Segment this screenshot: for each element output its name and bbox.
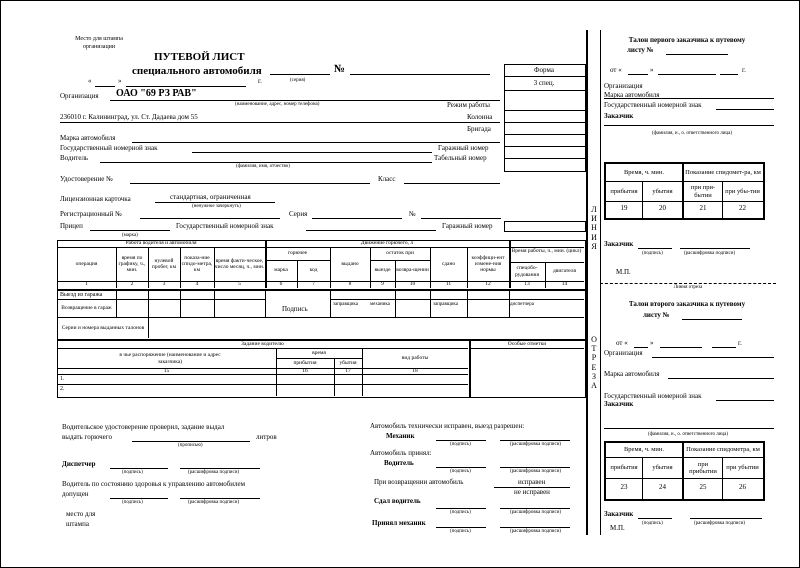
stamp-place (68, 36, 130, 50)
col-num: 3 (162, 281, 166, 288)
reg-no-label: Регистрационный № (60, 210, 122, 218)
coupon2-day-line (634, 347, 648, 348)
coupon2-org-line (652, 357, 774, 358)
col-num: 9 (381, 281, 384, 288)
coupon2-at-arr: при прибытии (689, 460, 717, 475)
coupon2-sign-line (638, 518, 672, 519)
row-col (395, 290, 396, 317)
coupon1-at-arr: при при-бытии (690, 184, 716, 199)
org-address: 236010 г. Калининград, ул. Ст. Дадаева дом 55 (60, 113, 198, 121)
col-schedule: время по графику, ч., мин. (118, 254, 146, 274)
col-num: 4 (195, 281, 199, 288)
sig-mechanic: механика (370, 302, 390, 307)
group-fuel: Движение горючего, л (360, 240, 414, 247)
sig-fueler2: заправщика (433, 302, 458, 307)
status-good: исправен (518, 478, 546, 486)
address-line (60, 122, 500, 123)
col-num: 7 (312, 281, 315, 288)
status-bad: не исправен (514, 488, 550, 496)
task-col-kind: вид работы (401, 355, 429, 362)
form-code: 3 спец. (533, 79, 555, 87)
cut-letter: И (591, 232, 597, 242)
sign-hint: (подпись) (450, 442, 471, 447)
reg-no-line (140, 218, 280, 219)
coupon1-year-line (720, 74, 738, 75)
task-num: 16 (302, 367, 308, 374)
col-remainder: остаток при (386, 250, 414, 257)
tech-ok: Автомобиль технически исправен, выезд разрешен: (370, 422, 525, 430)
sign-hint: (подпись) (450, 529, 471, 534)
org-label: Организация (60, 92, 99, 100)
coupon2-customer: Заказчик (604, 400, 634, 408)
date-day-line (95, 86, 115, 87)
col-speedo: показа-ние спидо-метра, км (181, 254, 213, 274)
sig-label: Подпись (282, 305, 308, 313)
series-label-2: Серия (289, 210, 308, 218)
task-col-arrival: прибытия (293, 360, 317, 367)
state-no-line (192, 152, 432, 153)
cut-line-left (586, 30, 588, 535)
series-line-2 (312, 218, 402, 219)
task-row1: 1. (60, 376, 65, 382)
liters: литров (256, 433, 277, 441)
row-coupons: Серии и номера выданных талонов (61, 324, 145, 331)
row-sep (265, 317, 584, 318)
form-sep2 (504, 90, 585, 91)
form-sep6 (504, 146, 585, 147)
cut-letter: И (591, 214, 597, 224)
date-month-line (126, 86, 246, 87)
trailer-hint: (марка) (122, 233, 138, 238)
form-sep7 (504, 158, 585, 159)
coupon1-mp: М.П. (616, 268, 631, 276)
tabel-no-label: Табельный номер (434, 154, 487, 162)
coupon2-state-line (716, 400, 774, 401)
coupon2-customer-line (604, 428, 774, 429)
stamp-place1: место для (66, 510, 96, 518)
coupon1-customer-line (604, 125, 774, 126)
form-sep4 (504, 122, 585, 123)
col-num: 13 (524, 281, 530, 288)
coupon1-sign-line (638, 248, 672, 249)
coupon1-from: от « (610, 66, 622, 74)
sig-fueler: заправщика (333, 302, 358, 307)
trailer-garage-no-label: Гаражный номер (442, 222, 493, 230)
coupon2-mp: М.П. (610, 524, 625, 532)
coupon1-from-close: » (650, 66, 654, 74)
coupon2-customer2: Заказчик (604, 510, 634, 518)
task-sep (57, 374, 468, 375)
coupon2-list-no: листу № (643, 311, 670, 319)
sign-hint: (подпись) (122, 500, 143, 505)
admitted-decode-line (180, 498, 260, 499)
number-line (350, 74, 490, 75)
handed-decode-line (500, 508, 570, 509)
coupon1-col-speedo: Показание спидомет-ра, км (685, 168, 761, 176)
col-num: 8 (348, 281, 352, 288)
col-coef: коэффици-ент измене-ния нормы (471, 254, 505, 274)
dispatcher-decode-line (180, 468, 260, 469)
col-num: 2 (130, 281, 134, 288)
special-sep (470, 348, 584, 349)
col-num: 11 (445, 281, 452, 288)
coupon1-dep: убытия (652, 187, 673, 195)
task-num: 15 (163, 367, 170, 374)
col-handed: сдано (441, 260, 456, 267)
coupon2-title: Талон второго заказчика к путевому (628, 300, 746, 308)
coupon2-arr: прибытия (610, 464, 638, 472)
accepted-decode-line (500, 527, 570, 528)
task-row2: 2. (60, 386, 65, 392)
fuel-issue: выдать горючего (62, 433, 112, 441)
vehicle-brand-label: Марка автомобиля (60, 134, 116, 142)
coupon2-num: 23 (620, 483, 628, 492)
cut-line-label-2 (589, 335, 599, 390)
col-num: 6 (279, 281, 283, 288)
state-no-label: Государственный номерной знак (60, 144, 158, 152)
number-sign: № (334, 63, 346, 75)
sign-decode-hint: (расшифровка подписи) (188, 470, 240, 475)
cut-letter: А (591, 380, 597, 390)
lic-card-line (155, 202, 275, 203)
col-num: 10 (409, 281, 416, 288)
coupon1-arr: прибытия (610, 187, 638, 195)
row-col (148, 290, 149, 338)
no-line (421, 218, 501, 219)
org-name: ОАО "69 РЗ РАВ" (116, 88, 197, 99)
garage-no-label: Гаражный номер (438, 144, 489, 152)
cut-letter: О (591, 335, 597, 344)
task-header: Задание водителю (241, 340, 284, 347)
coupon1-list-no: листу № (627, 46, 654, 54)
coupon2-decode-line (690, 518, 762, 519)
class-label: Класс (378, 175, 396, 183)
accepted-mechanic: Принял механик (372, 519, 426, 527)
mechanic-sign-line (436, 440, 486, 441)
task-num: 18 (412, 367, 418, 374)
driver-label: Водитель (60, 154, 89, 162)
col-num: 14 (561, 281, 568, 288)
coupon2-month-line (660, 347, 702, 348)
coupon2-year-line (712, 347, 736, 348)
coupon2-num: 24 (659, 483, 666, 492)
driver-line (100, 162, 432, 163)
coupon1-state-line (716, 109, 774, 110)
coupon1-num: 19 (620, 204, 628, 213)
cut-letter: Р (591, 353, 597, 363)
col-return: возвра-щении (396, 267, 429, 274)
trailer-state-no-line (306, 230, 436, 231)
lic-card-label: Лицензионная карточка (60, 195, 131, 203)
lic-card-value: стандартная, ограниченная (170, 193, 251, 201)
coupon2-year: г. (738, 339, 742, 347)
coupon1-customer2: Заказчик (604, 240, 634, 248)
accepted-sign-line (436, 527, 486, 528)
admitted-label: допущен (62, 490, 89, 498)
coupon2-col-time: Время, ч. мин. (623, 446, 665, 454)
sign-decode-hint: (расшифровка подписи) (510, 510, 562, 515)
health-label: Водитель по состоянию здоровья к управлению автомобилем (62, 480, 246, 488)
coupon1-brand: Марка автомобиля (604, 91, 660, 99)
driver-hint: (фамилия, имя, отчество) (236, 164, 290, 169)
col-fuel: горючее (287, 250, 308, 257)
col-issued: выдано (341, 260, 359, 267)
coupon1-title: Талон первого заказчика к путевому (628, 36, 746, 44)
driver-decode-line (500, 467, 570, 468)
mechanic-label: Механик (386, 432, 415, 440)
cut-letter: Л (591, 205, 597, 214)
task-col-time: время (312, 350, 326, 357)
coupon-cut-line (600, 283, 776, 284)
group-time: Время работы, ч., мин. (цикл) (511, 247, 582, 254)
dispatcher-sign-line (110, 468, 168, 469)
coupon1-col-time: Время, ч. мин. (623, 168, 665, 176)
driver-sign-line (436, 467, 486, 468)
sig-dispatcher: диспетчера (510, 302, 534, 307)
fuel-line (132, 441, 250, 442)
row-col (180, 290, 181, 317)
sign-hint: (подпись) (450, 510, 471, 515)
coupon1-year: г. (742, 66, 746, 74)
task-col-customer: в чье распоряжение (наименование и адрес заказчика) (119, 352, 221, 365)
cut-letter: Н (591, 223, 597, 233)
row-col (467, 290, 468, 317)
coupon2-col-speedo: Показание спидометра, км (686, 446, 760, 454)
col-num: 1 (85, 281, 88, 288)
col-num: 5 (238, 281, 241, 288)
coupon1-org: Организация (604, 82, 643, 90)
trailer-label: Прицеп (60, 222, 83, 230)
stamp-place2: штампа (66, 520, 89, 528)
license-checked: Водительское удостоверение проверил, задание выдал (62, 423, 225, 431)
handed-sign-line (436, 508, 486, 509)
col-odo: нулевой пробег, км (151, 257, 177, 270)
doc-title: ПУТЕВОЙ ЛИСТ (154, 51, 245, 63)
row-col (330, 290, 331, 317)
year-suffix: г. (258, 77, 262, 85)
column-label: Колонна (467, 113, 493, 121)
col-code: код (309, 267, 318, 274)
coupon1-at-dep: при убы-тии (725, 187, 760, 195)
row-sep (57, 317, 265, 318)
date-open: « (88, 77, 92, 85)
mechanic-decode-line (500, 440, 570, 441)
dispatcher-label: Диспетчер (62, 460, 96, 468)
in-words: (прописью) (178, 443, 203, 448)
brigade-label: Бригада (467, 125, 491, 133)
coupon2-num: 26 (739, 483, 746, 492)
form-sep3 (504, 110, 585, 111)
row-return: Возвращение в гараж (61, 304, 112, 311)
accepted-label: Автомобиль принял: (370, 449, 432, 457)
sign-hint: (подпись) (122, 470, 143, 475)
date-close: » (118, 77, 122, 85)
sign-hint: (подпись) (642, 521, 663, 526)
col-num: 12 (485, 281, 491, 288)
work-mode-label: Режим работы (447, 101, 491, 109)
coupon2-customer-hint: (фамилия, и., о. ответственного лица) (648, 432, 728, 437)
col-equip: спецобо-рудования (514, 265, 539, 278)
group-work: Работа водителя и автомобиля (125, 240, 197, 247)
sign-decode-hint: (расшифровка подписи) (684, 251, 736, 256)
series-label: (серия) (290, 78, 306, 83)
sign-hint: (подпись) (642, 251, 663, 256)
row-exit: Выезд из гаража (60, 292, 103, 298)
doc-subtitle: специального автомобиля (132, 65, 262, 77)
coupon2-at-dep: при убытии (726, 464, 759, 472)
driver-sign-label: Водитель (384, 459, 414, 467)
cut-line-label (589, 205, 599, 251)
license-label: Удостоверение № (60, 175, 113, 183)
row-sep (330, 299, 584, 300)
row-col (265, 290, 266, 317)
coupon2-brand-line (668, 378, 774, 379)
trailer-state-no-label: Государственный номерной знак (176, 222, 274, 230)
trailer-garage-box (504, 221, 586, 232)
vehicle-brand-line (132, 142, 500, 143)
coupon2-state-no: Государственный номерной знак (604, 392, 702, 400)
handed-driver: Сдал водитель (374, 497, 421, 505)
coupon1-list-line (666, 54, 728, 55)
lic-card-hint: (ненужное зачеркнуть) (192, 204, 241, 209)
coupon1-decode-line (680, 248, 750, 249)
series-line (270, 74, 330, 75)
sign-decode-hint: (расшифровка подписи) (694, 521, 746, 526)
org-line (110, 100, 500, 101)
on-return: При возвращении автомобиль (374, 478, 464, 486)
coupon1-num: 21 (699, 204, 707, 213)
special-notes-title: Особые отметки (507, 340, 547, 347)
task-col-departure: убытия (339, 360, 357, 367)
coupon2-dep: убытия (652, 464, 673, 472)
coupon2-org: Организация (604, 349, 643, 357)
coupon1-month-line (658, 74, 716, 75)
trailer-line (90, 230, 170, 231)
admitted-sign-line (110, 498, 168, 499)
stamp-line2: организации (82, 44, 116, 50)
row-col (214, 290, 215, 317)
task-sep (57, 384, 468, 385)
cut-letter: З (591, 371, 596, 381)
sign-hint: (подпись) (450, 469, 471, 474)
col-actual: время факти-ческое, число месяц, ч., мин. (214, 257, 265, 270)
license-line (130, 183, 370, 184)
cut-letter: Т (591, 344, 597, 354)
no-label: № (409, 210, 416, 218)
coupon1-num: 22 (739, 204, 746, 213)
stamp-line1: Место для штампа (75, 36, 123, 42)
form-label: Форма (534, 66, 554, 74)
coupon2-from-close: » (650, 339, 654, 347)
sign-decode-hint: (расшифровка подписи) (510, 529, 562, 534)
col-exit: выезде (374, 267, 391, 274)
form-sep1 (504, 76, 585, 77)
coupon1-day-line (628, 74, 648, 75)
coupon1-customer-hint: (фамилия, и., о. ответственного лица) (652, 131, 732, 136)
sign-decode-hint: (расшифровка подписи) (510, 442, 562, 447)
coupon2-from: от « (616, 339, 628, 347)
col-engine: двигателя (552, 268, 576, 275)
coupon2-brand: Марка автомобиля (604, 370, 660, 378)
col-brand: марка (274, 267, 288, 274)
coupon-cut-label: Линия отреза (673, 285, 703, 290)
row-col (430, 290, 431, 317)
row-col (116, 290, 117, 317)
coupon2-list-line (682, 319, 742, 320)
class-line (404, 183, 500, 184)
org-hint: (наименование, адрес, номер телефона) (235, 102, 320, 107)
cut-letter: Е (591, 362, 597, 372)
sign-decode-hint: (расшифровка подписи) (188, 500, 240, 505)
coupon2-num: 25 (699, 483, 707, 492)
task-num: 17 (345, 367, 351, 374)
sign-decode-hint: (расшифровка подписи) (510, 469, 562, 474)
cut-letter: Я (591, 241, 597, 251)
coupon1-customer: Заказчик (604, 112, 634, 120)
form-sep5 (504, 134, 585, 135)
col-operation: операция (75, 260, 98, 267)
coupon1-state-no: Государственный номерной знак (604, 101, 702, 109)
coupon1-num: 20 (659, 204, 666, 213)
